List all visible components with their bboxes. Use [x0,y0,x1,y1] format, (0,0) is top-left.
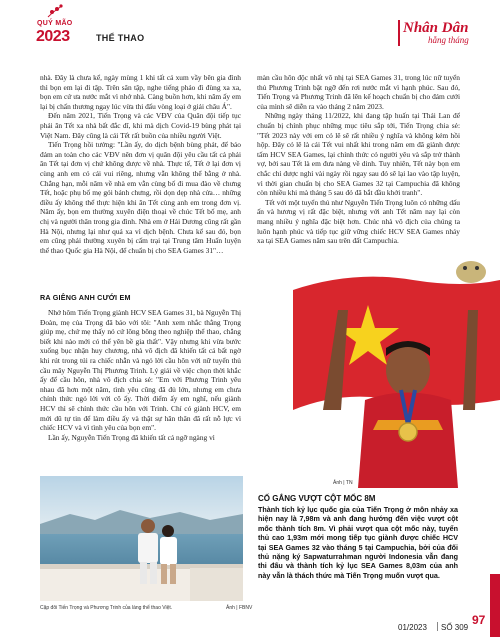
page-header [0,0,500,62]
paragraph: Tết với một tuyển thủ như Nguyễn Tiến Trọng luôn có những dấu ấn và hương vị rất đặc biệt, nhưng với anh Tết năm nay lại còn mang nhiều ý nghĩa đặc biệt hơn. Chúc nhà vô địch của chúng ta luôn hạnh phúc và tiếp tục giữ vững chiếc HCV SEA Games nhảy xa tại SEA Games năm sau trên đất Campuchia. [257,197,460,246]
apricot-blossom-icon [46,3,66,19]
masthead-title: Nhân Dân [403,20,469,36]
paragraph: Những ngày tháng 11/2022, khi đang tập huấn tại Thái Lan để chuẩn bị chính phục những mục tiêu sắp tới, Tiến Trọng chia sẻ: "Tết 2023 này với em có lẽ sẽ rất nhiều ý nghĩa và không kém hồi hộp. Đây có lẽ là cái Tết vui nhất khi trong năm em đã giành được tấm HCV SEA Games, lại chính thức có người yêu và sắp trở thành vợ, bởi sau Tết là em đưa nàng về dinh. Tuy nhiên, Tết này bọn em chắc chỉ được nghỉ vài ngày rồi ngay sau đó sẽ lại lao vào tập luyện, vì thời gian chuẩn bị cho SEA Games 32 tại Campuchia đã không còn nhiều khi mà tháng 5 sau đó đã bắt đầu khởi tranh". [257,111,460,198]
left-column [40,73,241,255]
paragraph: nhà. Đây là chưa kể, ngày mùng 1 khi tất cả xum vầy bên gia đình thì bọn em lại đi tập. Trên sân tập, nghe tiếng pháo đì đùng xa xa, bọn em cứ ưa nước mắt vì nhớ nhà. Càng buồn hơn, khi năm ấy em lại bị chấn thương ngay lúc vừa thi đấu vòng loại ở giải châu Á". [40,73,241,111]
paragraph: Nhớ hôm Tiến Trọng giành HCV SEA Games 31, bà Nguyễn Thị Đoàn, mẹ của Trọng đã bảo với tôi: "Anh xem nhắc thằng Trọng giúp mẹ, chứ mẹ thấy nó cứ lông bông theo nghiệp thể thao, chẳng biết khi nào mới có thể yên bề gia thất". Vậy nhưng khi vừa bước xuống bục nhận huy chương, nhà vô địch đã khiến tất cả bất ngờ khi rút trong túi ra chiếc nhẫn và ngỏ lời cầu hôn với nữ tuyển thủ cầu mây Nguyễn Thị Phương Trinh. Lý giải về việc chọn thời khắc ấy để cầu hôn, nhà vô địch chia sẻ: "Em với Phương Trinh yêu nhau đã hơn một năm, tình yêu cũng đã đủ lớn, nhưng em chưa chính thức ngỏ lời với cô ấy. Thời điểm ấy em nghĩ, nếu giành HCV thì sẽ chính thức cầu hôn với Trinh. Chí có giành HCV, em mới dũ tự tin để làm điều ấy và thật sự hãn thân đã rất nỗ lực vì chiếc HCV và vì tình yêu của bọn em". [40,308,241,433]
athlete-flag-image [293,250,500,488]
left-column-2 [40,308,241,442]
info-box [250,490,463,604]
paragraph: màn cầu hôn độc nhất vô nhị tại SEA Games 31, trong lúc nữ tuyển thủ Phương Trinh bật ngỡ đến rơi nước mắt vì hạnh phúc. Sau đó, Tiến Trọng và Phương Trinh đã lên kế hoạch chuẩn bị cho đám cưới của mình sẽ diễn ra vào tháng 2 năm 2023. [257,73,460,111]
masthead-bar [398,20,400,46]
footer-divider [437,622,438,631]
right-column [257,73,460,246]
photo-credit-right: Ảnh | TN [333,480,353,486]
paragraph: Lần ấy, Nguyễn Tiến Trọng đã khiến tất cả ngỡ ngàng vì [48,432,215,442]
photo-credit: Ảnh | FBNV [226,605,253,611]
subheading: RA GIÊNG ANH CƯỚI EM [40,293,131,302]
photo-caption: Cặp đôi Tiến Trọng và Phương Trinh của làng thể thao Việt. [40,605,173,611]
masthead-subtitle: hằng tháng [428,35,469,45]
logo-year: 2023 [36,28,70,45]
couple-photo-image [40,476,243,601]
page-number: 97 [472,613,486,627]
couple-photo [40,476,243,601]
issue-date: 01/2023 [398,623,427,632]
paragraph: Đến năm 2021, Tiến Trọng và các VĐV của Quân đội tiếp tục phải ăn Tết xa nhà bất đắc dĩ, khi mà dịch Covid-19 bùng phát tại Việt Nam. Đây cũng là cái Tết rất buồn của nhiều người Việt. [40,111,241,140]
logo-year-label: QUÝ MÃO [37,20,73,27]
paragraph: Tiến Trọng hồi tưởng: "Lần ấy, do dịch bệnh bùng phát, để bảo đảm an toàn cho các VĐV nên đơn vị quân đội yêu cầu tất cả phải ăn Tết tại đơn vị chứ không được về nhà. Thực tế, Tết ở lại đơn vị cùng anh em có cái vui riêng, nhưng vẫn không thể bằng ở nhà. Chẳng hạn, mỗi năm về nhà em vẫn cùng bố đi mua đào về chưng Tết, hoặc phụ bố mẹ gói bánh chưng, rồi dọn dẹp nhà cửa… những điều ấy không thể thực hiện khi ăn Tết cùng anh em trong đơn vị. Năm ấy, bọn em thường xuyên điện thoại về chúc Tết bố mẹ, anh chị và người thân trong gia đình. Nhà em ở Hải Dương cũng rất gần Hà Nội, nhưng lại như quá xa vì dịch bệnh. Chưa kể sau đó, bọn em cũng phải thường xuyên bị cấm trại tại Trung tâm Huấn luyện thể thao Quốc gia Hà Nội, để chuẩn bị cho SEA Games 31"… [40,140,241,255]
info-box-body: Thành tích kỷ lục quốc gia của Tiến Trọng ở môn nhảy xa hiện nay là 7,98m và anh đang hướng đến việc vượt cột mốc thành tích 8m. Vì phải vượt qua cột mốc này, tuyển thủ cao 1,93m mới mong tiếp tục giành được chiếc HCV tại SEA Games 32 vào tháng 5 tại Campuchia, bởi của đối thủ nặng ký Sapwaturrahman người Indonesia vẫn đang thi đấu và thành tích kỷ lục SEA Games 8,03m của anh này vẫn là thách thức mà Tiến Trọng muốn vượt qua. [258,505,458,580]
info-box-title: CỐ GẮNG VƯỢT CỘT MỐC 8M [258,494,376,503]
edge-strip [490,574,500,637]
issue-number: SỐ 309 [441,623,469,632]
athlete-flag-photo [293,250,500,488]
section-title: THỂ THAO [96,33,145,43]
